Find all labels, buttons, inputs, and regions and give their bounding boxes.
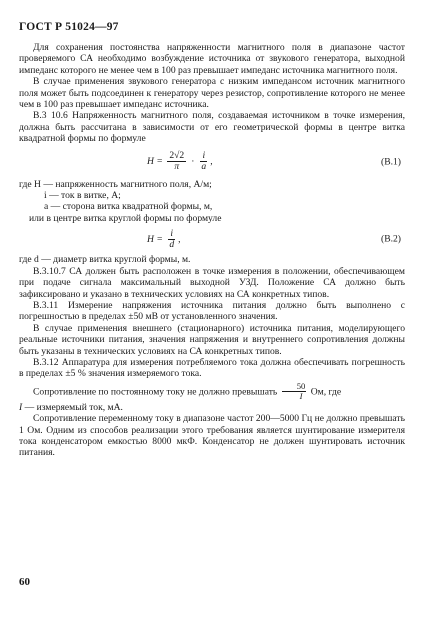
formula-b2-lhs: H (147, 233, 154, 245)
formula-b2-den: d (169, 238, 175, 250)
paragraph-4: В.3.10.7 СА должен быть расположен в точке измерения в положении, обеспечивающем при подаче сигнала максимальный выходной УЗД. Положение СА должно быть зафиксировано и указано в технических условиях на СА конкретных типов. (19, 265, 405, 300)
document-body (19, 42, 405, 459)
paragraph-8-mid: Ом, где (310, 386, 342, 398)
resistance-fraction (282, 382, 307, 401)
formula-b2-fraction (167, 229, 176, 250)
formula-b1-equals: = (156, 155, 163, 167)
formula-b2-equals: = (156, 233, 163, 245)
paragraph-7: В.3.12 Аппаратура для измерения потребляемого тока должна обеспечивать погрешность в пределах ±5 % значения измеряемого тока. (19, 356, 405, 380)
legend-h: где H — напряженность магнитного поля, А/м; (19, 178, 212, 190)
legend-a: a — сторона витка квадратной формы, м, (44, 201, 213, 213)
formula-b1-number: (В.1) (381, 155, 401, 167)
formula-b2 (19, 226, 405, 252)
formula-b2-num: i (170, 227, 174, 239)
paragraph-8-start: Сопротивление по постоянному току не должно превышать (33, 386, 278, 398)
formula-b1-den-2: a (201, 161, 207, 173)
formula-b1-den-1: π (174, 161, 180, 173)
formula-b1-lhs: H (147, 155, 154, 167)
paragraph-9: Сопротивление переменному току в диапазоне частот 200—5000 Гц не должно превышать 1 Ом. Одним из способов реализации этого требования является шунтирование измерителя тока конденсатором емкостью 8000 мкФ. Конденсатор не должен шунтировать источник питания. (19, 413, 405, 459)
current-variable: I (19, 401, 23, 413)
formula-b2-number: (В.2) (381, 233, 401, 245)
paragraph-8-end: — измеряемый ток, мА. (24, 401, 123, 413)
paragraph-3: В.3 10.6 Напряженность магнитного поля, создаваемая источником в точке измерения, должна быть рассчитана в зависимости от его геометрической формы в центре витка квадратной формы по формуле (19, 110, 405, 145)
legend-i: i — ток в витке, А; (44, 190, 121, 202)
resistance-fraction-num: 50 (282, 382, 307, 392)
formula-b1-tail: , (210, 155, 213, 167)
paragraph-5: В.3.11 Измерение напряжения источника питания должно быть выполнено с погрешностью в пределах ±50 мВ от установленного значения. (19, 299, 405, 323)
legend-d: где d — диаметр витка круглой формы, м. (19, 254, 191, 266)
page-number: 60 (19, 576, 30, 588)
paragraph-6: В случае применения внешнего (стационарного) источника питания, моделирующего реальные источники питания, значения напряжения и внутреннего сопротивления должны быть указаны в технических условиях на СА конкретных типов. (19, 322, 405, 357)
formula-b1-fraction-2 (199, 151, 208, 172)
paragraph-2: В случае применения звукового генератора с низким импедансом источник магнитного поля может быть подсоединен к генератору через резистор, сопротивление которого не менее чем в 100 раз превышает импеданс источника. (19, 76, 405, 111)
legend-circle-intro: или в центре витка круглой формы по формуле (29, 212, 222, 224)
resistance-fraction-den: I (299, 390, 303, 401)
document-header: ГОСТ Р 51024—97 (19, 21, 119, 33)
paragraph-8 (19, 380, 405, 413)
formula-b1-dot: · (191, 155, 195, 167)
formula-b2-tail: , (178, 233, 181, 245)
paragraph-1: Для сохранения постоянства напряженности магнитного поля в диапазоне частот проверяемого СА необходимо возбуждение источника от звукового генератора, выходной импеданс которого не менее чем в 100 раз превышает импеданс источника магнитного поля. (19, 42, 405, 76)
formula-b1-num-2: i (202, 150, 206, 162)
formula-b1-num-1: 2√2 (169, 150, 185, 162)
formula-b1-fraction-1 (167, 151, 186, 172)
formula-b1 (19, 147, 405, 177)
